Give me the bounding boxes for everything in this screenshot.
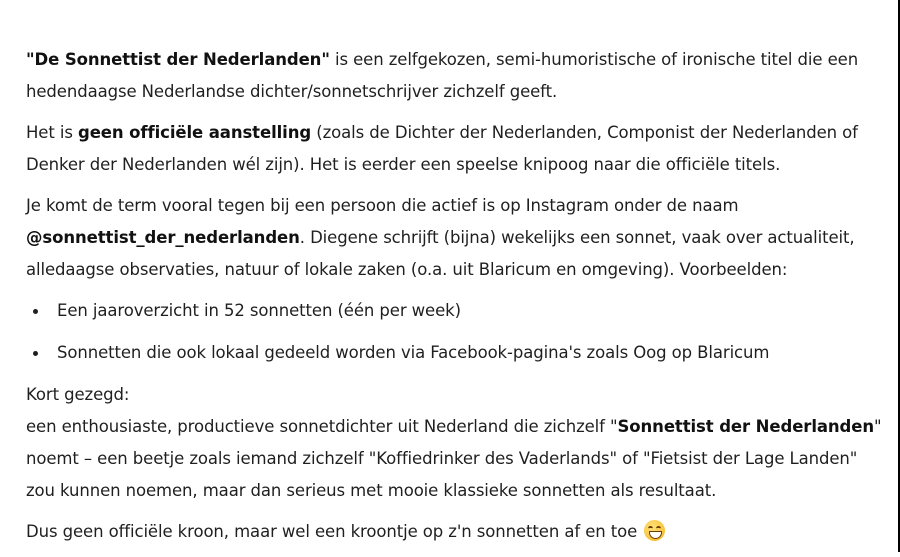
status-pre: Het is [26, 123, 78, 142]
summary-post: " noemt – een beetje zoals iemand zichzelf "Koffiedrinker des Vaderlands" of "Fietsist der Lage Landen" zou kunnen noemen, maar dan serieus met mooie klassieke sonnetten als resultaat. [26, 417, 882, 500]
closing-text: Dus geen officiële kroon, maar wel een kroontje op z'n sonnetten af en toe [26, 522, 643, 541]
bullet-icon [33, 351, 38, 356]
grinning-face-icon [644, 520, 665, 541]
summary-pre: een enthousiaste, productieve sonnetdichter uit Nederland die zichzelf " [26, 417, 618, 436]
list-item-text: Sonnetten die ook lokaal gedeeld worden via Facebook-pagina's zoals Oog op Blaricum [57, 343, 770, 362]
title-term: "De Sonnettist der Nederlanden" [26, 50, 330, 69]
list-item [26, 295, 886, 327]
paragraph-status [26, 117, 886, 181]
paragraph-origin [26, 190, 886, 286]
status-bold: geen officiële aanstelling [78, 123, 312, 142]
origin-pre: Je komt de term vooral tegen bij een persoon die actief is op Instagram onder de naam [26, 196, 739, 215]
assistant-message [26, 44, 886, 557]
paragraph-summary [26, 379, 886, 507]
summary-bold: Sonnettist der Nederlanden [617, 417, 875, 436]
list-item [26, 337, 886, 369]
paragraph-intro [26, 44, 886, 108]
summary-heading: Kort gezegd: [26, 385, 130, 404]
status-post: (zoals de Dichter der Nederlanden, Componist der Nederlanden of Denker der Nederlanden wél zijn). Het is eerder een speelse knipoog naar die officiële titels. [26, 123, 858, 174]
origin-post: . Diegene schrijft (bijna) wekelijks een sonnet, vaak over actualiteit, alledaagse observaties, natuur of lokale zaken (o.a. uit Blaricum en omgeving). Voorbeelden: [26, 228, 855, 279]
intro-text: is een zelfgekozen, semi-humoristische of ironische titel die een hedendaagse Nederlandse dichter/sonnetschrijver zichzelf geeft. [26, 50, 859, 101]
instagram-handle: @sonnettist_der_nederlanden [26, 228, 300, 247]
list-item-text: Een jaaroverzicht in 52 sonnetten (één per week) [57, 301, 461, 320]
paragraph-closing [26, 516, 886, 548]
examples-list [26, 295, 886, 369]
bullet-icon [33, 309, 38, 314]
